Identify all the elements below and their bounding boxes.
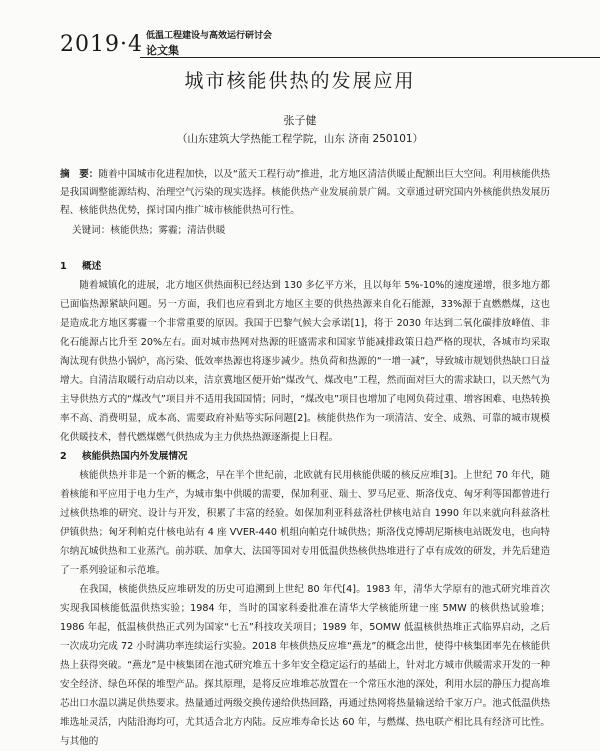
paper-title: 城市核能供热的发展应用 — [184, 70, 416, 92]
section-heading — [60, 258, 101, 272]
section-number: 1 — [60, 261, 67, 272]
section-heading — [60, 448, 188, 462]
year-issue: 2019·4 — [60, 32, 143, 57]
proceedings-subtitle: 论文集 — [146, 44, 179, 57]
header-rule — [140, 57, 600, 58]
section-title: 概述 — [82, 261, 102, 272]
abstract-text: 随着中国城市化进程加快，以及“蓝天工程行动”推进，北方地区清洁供暖止配额出巨大空间。利用核能供热是我国调整能源结构、治理空气污染的现实选择。核能供热产业发展前景广阔。文章通过研究国内外核能供热发展历程、核能供热优势，探讨国内推广城市核能供热可行性。 — [60, 169, 550, 216]
section-title: 核能供热国内外发展情况 — [82, 451, 188, 462]
abstract — [60, 166, 550, 220]
abstract-label: 摘 要： — [60, 169, 99, 180]
author: 张子健 — [283, 114, 317, 127]
body-paragraph: 在我国，核能供热反应堆研发的历史可追溯到上世纪 80 年代[4]。1983 年，清华大学原有的池式研究堆首次实现我国核能低温供热实验；1984 年，当时的国家科委批准在清华大学核能所建一座 5MW 的核供热试验堆；1986 年起，低温核供热正式列为国家“七五”科技攻关项目；1989 年，5OMW 低温核供热堆正式临界启动，之后一次成功完成 72 小时满功率连续运行实验。2018 年核供热反应堆“燕龙”的概念出世，使得中核集团率先在核能供热上获得突破。“燕龙”是中核集团在池式研究堆五十多年安全稳定运行的基础上，针对北方城市供暖需求开发的一种安全经济、绿色环保的堆型产品。探其原理，是将反应堆堆芯放置在一个常压水池的深处，利用水层的静压力提高堆芯出口水温以满足供热要求。热量通过两级交换传递给供热回路，再通过热网将热量输送给千家万户。池式低温供热堆选址灵活，内陆沿海均可，尤其适合北方内陆。反应堆寿命长达 60 年，与燃煤、热电联产相比具有经济可比性。与其他的 — [60, 584, 550, 747]
keywords — [72, 222, 542, 236]
section-number: 2 — [60, 451, 67, 462]
keywords-label: 关键词： — [72, 225, 111, 236]
body-paragraph: 核能供热并非是一个新的概念，早在半个世纪前，北欧就有民用核能供暖的核反应堆[3]。上世纪 70 年代，随着核能和平应用于电力生产，为城市集中供暖的需要，保加利亚、瑞士、罗马尼亚、斯洛伐克、匈牙利等国都曾进行过核供热堆的研究、设计与开发，积累了丰富的经验。如保加利亚科兹洛杜伊核电站自 1990 年以来就向科兹洛杜伊镇供热；匈牙利帕克什核电站有 4 座 VVER-440 机组向帕克什城供热；斯洛伐克博胡尼斯核电站既发电，也向特尔纳瓦城供热和工业蒸汽。前苏联、加拿大、法国等国对专用低温供热核供热堆进行了卓有成效的研发，并先后建造了一系列验证和示范堆。 — [60, 470, 550, 576]
running-header — [60, 26, 540, 60]
affiliation: （山东建筑大学热能工程学院，山东 济南 250101） — [176, 133, 424, 145]
proceedings-name: 低温工程建设与高效运行研讨会 — [146, 31, 273, 41]
keywords-text: 核能供热；雾霾；清洁供暖 — [110, 225, 226, 236]
body-paragraph: 随着城镇化的进展，北方地区供热面积已经达到 130 多亿平方米，且以每年 5%-10%的速度递增，很多地方都已面临热源紧缺问题。另一方面，我们也应看到北方地区主要的供热热源来自化石能源，33%源于直燃燃煤，这也是造成北方地区雾霾一个非常重要的原因。我国于巴黎气候大会承诺[1]，将于 2030 年达到二氧化碳排放峰值、非化石能源占比升至 20%左右。面对城市热网对热源的旺盛需求和国家节能减排政策日趋严格的现状，各城市均采取淘汰现有供热小锅炉，高污染、低效率热源也将逐步减少。热负荷和热源的“一增一减”，导致城市规划供热缺口日益增大。自清洁取暖行动启动以来，洁京冀地区便开始“煤改气、煤改电”工程，然而面对巨大的需求缺口，以天然气为主导供热方式的“煤改气”项目并不适用我国国情；同时，“煤改电”项目也增加了电网负荷过重、增容困难、电热转换率不高、消费明显，成本高、需要政府补贴等实际问题[2]。核能供热作为一项清洁、安全、成熟、可靠的城市规模化供暖技术，替代燃煤燃气供热成为主力供热热源逐渐提上日程。 — [60, 280, 550, 443]
